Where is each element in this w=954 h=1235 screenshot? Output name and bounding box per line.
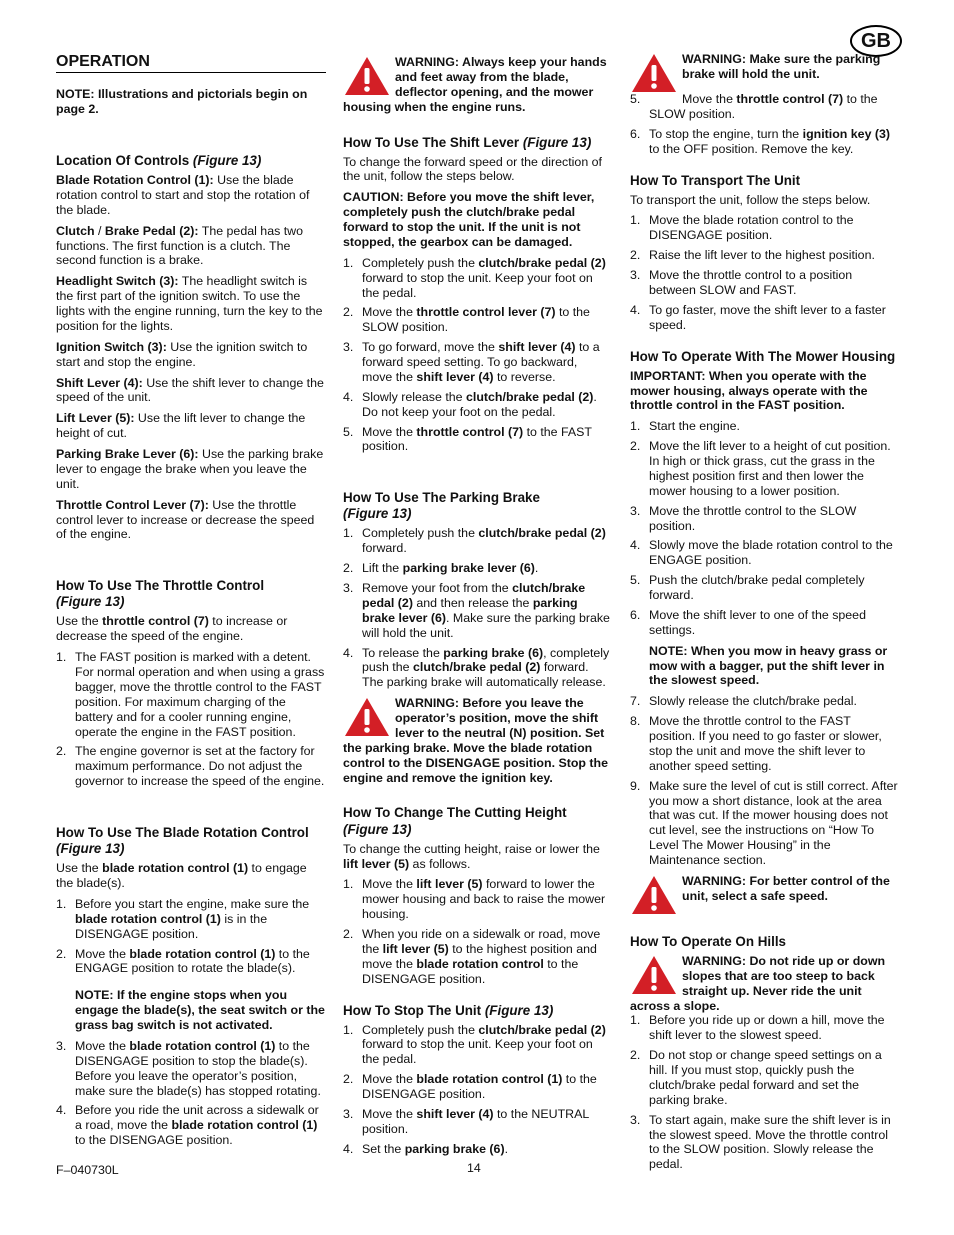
list-item: 5. Move the throttle control (7) to the FAST position. (343, 424, 592, 454)
illustrations-note: NOTE: Illustrations and pictorials begin on page 2. (56, 87, 308, 117)
mower-steps (630, 419, 900, 637)
list-item: 2. Raise the lift lever to the highest position. (630, 248, 875, 263)
cutting-intro: To change the cutting height, raise or lower the lift lever (5) as follows. (343, 841, 600, 871)
control-description: Shift Lever (4): Use the shift lever to change the speed of the unit. (56, 375, 324, 405)
list-item: 1. Completely push the clutch/brake pedal (2) forward to stop the unit. Keep your foot on the pedal. (343, 255, 606, 300)
mower-note: NOTE: When you mow in heavy grass or mow with a bagger, put the shift lever in the slowest speed. (649, 643, 888, 688)
blade-heading: How To Use The Blade Rotation Control (Figure 13) (56, 825, 309, 857)
list-item: 3. Move the shift lever (4) to the NEUTRAL position. (343, 1106, 589, 1136)
warning-block: WARNING: Make sure the parking brake will hold the unit. (630, 52, 900, 92)
mower-important: IMPORTANT: When you operate with the mower housing, always operate with the throttle control in the FAST position. (630, 368, 868, 413)
list-item: 5. Push the clutch/brake pedal completely forward. (630, 573, 865, 603)
warning-triangle-icon (630, 954, 678, 996)
list-item: 1. Start the engine. (630, 419, 740, 434)
transport-steps (630, 213, 900, 332)
parking-steps (343, 526, 611, 690)
list-item: 4. To release the parking brake (6), completely push the clutch/brake pedal (2) forward. The parking brake will automatically release. (343, 645, 610, 690)
mower-steps-continued (630, 694, 900, 868)
control-description: Parking Brake Lever (6): Use the parking brake lever to engage the brake when you leave the unit. (56, 447, 324, 491)
blade-note: NOTE: If the engine stops when you engage the blade(s), the seat switch or the grass bag switch is not activated. (75, 988, 325, 1033)
document-code: F–040730L (56, 1163, 119, 1177)
list-item: 1. Before you ride up or down a hill, move the shift lever to the slowest speed. (630, 1013, 885, 1043)
column-1 (56, 52, 326, 1154)
list-item: 1. Move the blade rotation control to the DISENGAGE position. (630, 213, 854, 243)
warning-block: WARNING: Do not ride up or down slopes that are too steep to back straight up. Never ride the unit across a slope. (630, 953, 886, 1013)
list-item: 3. Remove your foot from the clutch/brake pedal (2) and then release the parking brake lever (6). Make sure the parking brake will hold the unit. (343, 581, 610, 640)
list-item: 4. Set the parking brake (6). (343, 1141, 509, 1156)
control-description: Headlight Switch (3): The headlight switch is the first part of the ignition switch. To use the lights with the engine running, turn the key to the position for the lights. (56, 274, 323, 333)
page-number: 14 (467, 1161, 481, 1175)
warning-triangle-icon (630, 52, 678, 94)
list-item: 3. Move the throttle control to a position between SLOW and FAST. (630, 268, 853, 297)
throttle-heading: How To Use The Throttle Control (Figure 13) (56, 578, 265, 610)
warning-triangle-icon (343, 696, 391, 738)
list-item: 2. Move the throttle control lever (7) to the SLOW position. (343, 305, 590, 335)
control-description: Blade Rotation Control (1): Use the blade rotation control to start and stop the rotation of the blade. (56, 173, 310, 217)
shift-steps (343, 256, 611, 455)
list-item: 1. Completely push the clutch/brake pedal (2) forward to stop the unit. Keep your foot on the pedal. (343, 1022, 606, 1067)
list-item: 2. Move the blade rotation control (1) to the DISENGAGE position. (343, 1072, 597, 1102)
cutting-steps (343, 877, 611, 986)
list-item: 7. Slowly release the clutch/brake pedal. (630, 694, 858, 709)
list-item: 8. Move the throttle control to the FAST position. If you need to go faster or slower, stop the unit and move the shift lever to another speed setting. (630, 714, 882, 773)
list-item: 3. To go forward, move the shift lever (4) to a forward speed setting. To go backward, move the shift lever (4) to reverse. (343, 340, 600, 384)
list-item: 6. Move the shift lever to one of the speed settings. (630, 607, 866, 637)
list-item: 4. To go faster, move the shift lever to a faster speed. (630, 302, 886, 332)
control-description: Clutch / Brake Pedal (2): The pedal has two functions. The first function is a clutch. The second function is a brake. (56, 223, 304, 268)
warning-triangle-icon (343, 55, 391, 97)
column-3 (630, 52, 900, 1178)
blade-steps (56, 897, 326, 1148)
list-item: 6. To stop the engine, turn the ignition key (3) to the OFF position. Remove the key. (630, 126, 891, 156)
list-item: 1. Move the lift lever (5) forward to lower the mower housing and back to raise the mower housing. (343, 877, 606, 922)
list-item: 2. Move the blade rotation control (1) to the ENGAGE position to rotate the blade(s). NOTE: If the engine stops when you engage the blade(s), the seat switch or the grass bag switch is not activated. (56, 946, 325, 1033)
throttle-intro: Use the throttle control (7) to increase or decrease the speed of the engine. (56, 614, 288, 644)
language-badge: GB (850, 25, 902, 57)
warning-block: WARNING: Before you leave the operator’s position, move the shift lever to the neutral (N) position. Set the parking brake. Move the blade rotation control to the DISENGAGE position. Stop the engine and remove the ignition key. (343, 696, 609, 785)
transport-heading: How To Transport The Unit (630, 172, 801, 188)
mower-heading: How To Operate With The Mower Housing (630, 348, 896, 364)
transport-intro: To transport the unit, follow the steps below. (630, 192, 871, 207)
blade-intro: Use the blade rotation control (1) to engage the blade(s). (56, 861, 307, 891)
stop-steps (343, 1023, 611, 1157)
control-description: Lift Lever (5): Use the lift lever to change the height of cut. (56, 411, 306, 441)
shift-intro: To change the forward speed or the direction of the unit, follow the steps below. (343, 154, 602, 184)
hills-heading: How To Operate On Hills (630, 933, 786, 949)
control-description: Throttle Control Lever (7): Use the throttle control lever to increase or decrease the speed of the engine. (56, 497, 315, 542)
list-item: 4. Slowly move the blade rotation control to the ENGAGE position. (630, 538, 893, 568)
cutting-heading: How To Change The Cutting Height (Figure 13) (343, 805, 567, 837)
warning-block: WARNING: Always keep your hands and feet away from the blade, deflector opening, and the mower housing when the engine runs. (343, 55, 607, 114)
list-item: 9. Make sure the level of cut is still correct. After you mow a short distance, look at the area that was cut. If the mower housing does not cut level, see the instructions on “How To Level The Mower Housing” in the Maintenance section. (630, 778, 898, 868)
controls-list (56, 173, 326, 542)
shift-heading: How To Use The Shift Lever (Figure 13) (343, 134, 592, 150)
list-item: 3. Move the throttle control to the SLOW position. (630, 503, 857, 533)
list-item: 1. Before you start the engine, make sure the blade rotation control (1) is in the DISENGAGE position. (56, 896, 310, 941)
list-item: 3. To start again, make sure the shift lever is in the slowest speed. Move the throttle control to the SLOW position. Slowly release the pedal. (630, 1112, 891, 1172)
list-item: 2. Move the lift lever to a height of cut position. In high or thick grass, cut the grass in the highest position first and then lower the mower housing to a lower position. (630, 439, 891, 498)
warning-triangle-icon (630, 874, 678, 916)
list-item: 2. The engine governor is set at the factory for maximum performance. Do not adjust the governor to increase the speed of the engine. (56, 744, 325, 789)
warning-block: WARNING: For better control of the unit, select a safe speed. (630, 874, 900, 914)
list-item: 4. Before you ride the unit across a sidewalk or a road, move the blade rotation control (1) to the DISENGAGE position. (56, 1103, 319, 1148)
location-heading: Location Of Controls (Figure 13) (56, 152, 262, 168)
section-title: OPERATION (56, 52, 326, 73)
list-item: 2. Lift the parking brake lever (6). (343, 561, 539, 576)
throttle-steps (56, 650, 326, 789)
list-item: 4. Slowly release the clutch/brake pedal (2). Do not keep your foot on the pedal. (343, 389, 597, 419)
stop-heading: How To Stop The Unit (Figure 13) (343, 1002, 554, 1018)
parking-heading: How To Use The Parking Brake (Figure 13) (343, 490, 540, 522)
column-2 (343, 55, 611, 1163)
list-item: 5. Move the throttle control (7) to the SLOW position. (630, 92, 878, 121)
list-item: 1. Completely push the clutch/brake pedal (2) forward. (343, 526, 606, 556)
list-item: 2. When you ride on a sidewalk or road, move the lift lever (5) to the highest position and move the blade rotation control to the DISENGAGE position. (343, 927, 601, 986)
list-item: 1. The FAST position is marked with a detent. For normal operation and when using a grass bagger, move the throttle control to the FAST position. For maximum charging of the battery and for a cooler running engine, operate the engine in the FAST position. (56, 650, 325, 739)
hills-steps (630, 1013, 900, 1172)
stop-steps-continued (630, 92, 900, 157)
shift-caution: CAUTION: Before you move the shift lever, completely push the clutch/brake pedal forward to stop the unit. If the unit is not stopped, the gearbox can be damaged. (343, 190, 595, 249)
list-item: 3. Move the blade rotation control (1) to the DISENGAGE position to stop the blade(s). Before you leave the operator’s position, make sure the blade(s) has stopped rotating. (56, 1038, 321, 1098)
list-item: 2. Do not stop or change speed settings on a hill. If you must stop, quickly push the clutch/brake pedal forward and set the parking brake. (630, 1048, 882, 1107)
control-description: Ignition Switch (3): Use the ignition switch to start and stop the engine. (56, 339, 308, 369)
